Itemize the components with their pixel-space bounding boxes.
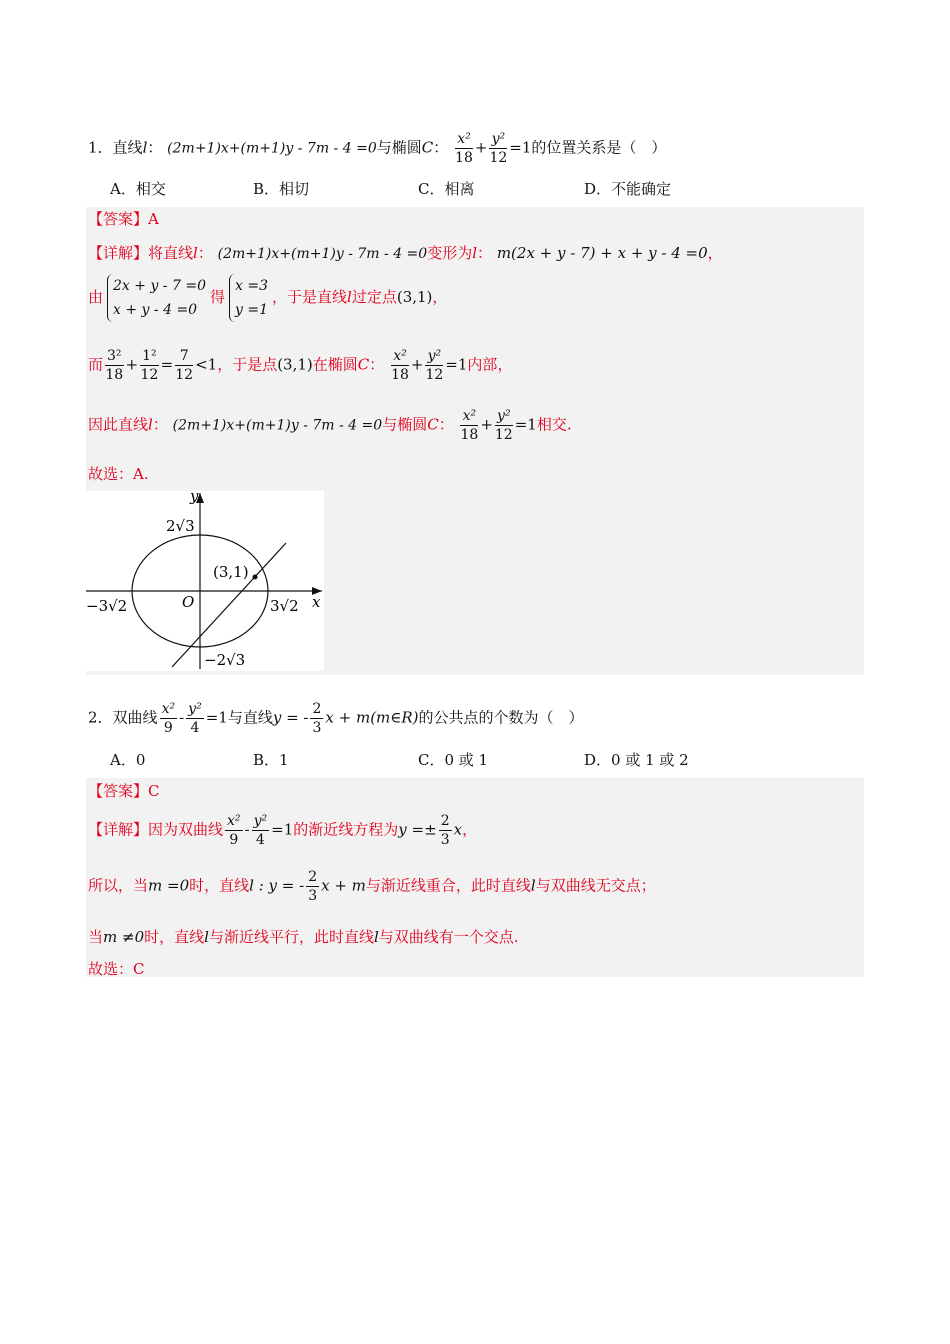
right-label: 3√2 <box>270 597 299 615</box>
c: ， <box>462 820 478 839</box>
den: 18 <box>455 150 473 166</box>
q2-number: 2． <box>88 708 113 727</box>
eq: x =3 <box>235 278 268 294</box>
den: 3 <box>312 720 322 736</box>
q1-frac-y <box>489 130 507 167</box>
q1-option-a: A．相交 <box>110 180 166 198</box>
detail-label: 【详解】 <box>88 820 149 839</box>
num: y² <box>489 130 507 149</box>
c: ， <box>707 244 723 262</box>
q1-number: 1． <box>88 138 113 157</box>
q2-option-a: A．0 <box>110 751 146 769</box>
q1-C: C <box>421 138 434 157</box>
frac <box>105 347 124 384</box>
x: x <box>453 820 463 839</box>
t: 因为双曲线 <box>148 820 224 839</box>
t: 因此直线 <box>88 415 149 434</box>
num: 3² <box>107 348 122 364</box>
ellipse-graph-svg <box>86 491 324 671</box>
top-label: 2√3 <box>166 517 195 535</box>
eq1: =1 <box>509 138 532 157</box>
eq: 2x + y - 7 =0 <box>113 278 206 294</box>
x-label: x <box>312 593 321 611</box>
den: 9 <box>229 832 239 848</box>
q1-colon2: ： <box>433 138 449 157</box>
num: 7 <box>175 347 193 366</box>
num: y² <box>425 347 443 366</box>
num: x² <box>227 813 241 829</box>
c: ， <box>432 288 448 306</box>
num: 2 <box>440 813 450 829</box>
q1-stem <box>88 130 666 167</box>
t: ，于是点 <box>217 355 278 374</box>
plus: + <box>125 355 139 374</box>
eq1: =1 <box>271 820 294 839</box>
m0: m =0 <box>148 876 190 895</box>
q1-detail-2 <box>88 274 447 322</box>
den: 3 <box>440 832 450 848</box>
num: y² <box>495 407 513 426</box>
q1-option-d: D．不能确定 <box>584 180 672 198</box>
den: 18 <box>460 427 479 443</box>
l: l <box>347 288 352 306</box>
q1-choose: 故选：A. <box>88 465 149 483</box>
q1-tail: 的位置关系是（ ） <box>531 138 667 157</box>
t: 的渐近线方程为 <box>293 820 399 839</box>
answer-value: C <box>148 782 160 800</box>
minus: - <box>244 820 250 839</box>
den: 12 <box>489 150 508 166</box>
frac <box>160 700 178 737</box>
t: 当 <box>88 928 104 946</box>
den: 12 <box>494 427 513 443</box>
q1-detail-4 <box>88 407 572 444</box>
q2-option-d: D．0 或 1 或 2 <box>584 751 689 769</box>
ellipse-graph <box>86 491 324 671</box>
t: 得 <box>209 288 225 306</box>
frac <box>460 407 478 444</box>
point-3-1 <box>253 575 258 580</box>
q2-choose: 故选：C <box>88 960 145 978</box>
t: 所以，当 <box>88 876 149 895</box>
t: 变形为 <box>427 244 473 262</box>
den: 4 <box>190 720 200 736</box>
t: 时，直线 <box>189 876 250 895</box>
plus: + <box>410 355 424 374</box>
q1-frac-x <box>455 130 473 167</box>
q1-l: l <box>142 138 148 157</box>
frac <box>252 812 270 849</box>
frac <box>186 700 204 737</box>
q1-detail-1 <box>88 242 723 263</box>
q2-option-b: B．1 <box>253 751 289 769</box>
t: 而 <box>88 355 104 374</box>
frac <box>175 347 193 384</box>
num: x² <box>460 407 478 426</box>
q2-stem <box>88 700 584 737</box>
c: ： <box>152 415 168 434</box>
left-label: −3√2 <box>86 597 128 615</box>
line: y = - <box>272 708 309 727</box>
l: l <box>472 244 478 262</box>
point-label: (3,1) <box>213 563 249 581</box>
t: 与渐近线重合，此时直线 <box>365 876 531 895</box>
den: 18 <box>105 367 124 383</box>
frac <box>306 868 319 905</box>
lcolon: l : y = - <box>249 876 305 895</box>
t: 双曲线 <box>112 708 158 727</box>
t: 与双曲线无交点； <box>535 876 656 895</box>
q1-detail-3: 而 $\frac{\text{3²}}{18}$ + $\frac{\text{1²}}{12}$ = $\frac{7}{12}$ <1，于是点(3,1)在椭圆C： $\frac{\text{x²}}{18}$ + $\frac{\text{y²}}{12}$ =1内部， <box>88 348 513 383</box>
q1-colon: ： <box>147 138 163 157</box>
q2-answer <box>88 780 160 801</box>
q1-mid: 与椭圆 <box>376 138 422 157</box>
solution-brace <box>229 274 268 322</box>
den: 12 <box>425 367 444 383</box>
num: x² <box>391 347 409 366</box>
eq1: =1 <box>445 355 468 374</box>
eq: y =1 <box>235 302 268 318</box>
l: l <box>193 244 198 262</box>
plus: + <box>474 138 488 157</box>
C: C <box>427 415 439 434</box>
t: 与双曲线有一个交点. <box>378 928 519 946</box>
l: l <box>204 928 209 946</box>
transformed-eq: m(2x + y - 7) + x + y - 4 =0 <box>496 244 708 262</box>
xm: x + m <box>321 876 366 895</box>
l: l <box>530 876 536 895</box>
q2-detail-1 <box>88 812 477 849</box>
point: (3,1) <box>396 288 433 306</box>
q1-option-c: C．相离 <box>418 180 475 198</box>
t: 与直线 <box>227 708 273 727</box>
t: 与渐近线平行，此时直线 <box>208 928 374 946</box>
q2-detail-2 <box>88 868 656 905</box>
eq: x + y - 4 =0 <box>113 302 198 318</box>
c: ： <box>197 244 213 262</box>
c: ： <box>369 355 385 374</box>
line-tail: x + m(m∈R) <box>325 708 419 727</box>
answer-label: 【答案】 <box>88 210 149 228</box>
line-eq: (2m+1)x+(m+1)y - 7m - 4 =0 <box>217 246 428 262</box>
l: l <box>148 415 153 434</box>
t: 相交. <box>536 415 572 434</box>
den: 9 <box>163 720 173 736</box>
c: ： <box>438 415 454 434</box>
num: y² <box>253 813 268 829</box>
lt1: <1 <box>195 355 218 374</box>
q2-detail-3 <box>88 926 519 947</box>
detail-label: 【详解】 <box>88 244 149 262</box>
num: 2 <box>312 701 322 717</box>
q2-option-c: C．0 或 1 <box>418 751 489 769</box>
frac <box>495 407 513 444</box>
asym: y =± <box>398 820 437 839</box>
line-eq: (2m+1)x+(m+1)y - 7m - 4 =0 <box>172 417 383 434</box>
q1-answer <box>88 208 159 229</box>
den: 12 <box>140 367 159 383</box>
frac <box>310 700 323 737</box>
c: ， <box>497 355 513 374</box>
den: 4 <box>255 832 265 848</box>
y-label: y <box>190 491 199 505</box>
t: 时，直线 <box>144 928 205 946</box>
frac <box>140 347 159 384</box>
origin-label: O <box>182 593 195 611</box>
den: 3 <box>308 888 318 904</box>
eq1: =1 <box>514 415 537 434</box>
minus: - <box>179 708 185 727</box>
frac <box>391 347 409 384</box>
t: 由 <box>88 288 104 306</box>
frac <box>425 347 443 384</box>
num: x² <box>455 130 473 149</box>
system-brace <box>107 274 206 322</box>
l: l <box>373 928 379 946</box>
den: 12 <box>175 367 194 383</box>
t: 内部 <box>467 355 498 374</box>
den: 18 <box>391 367 409 383</box>
t: 与椭圆 <box>382 415 428 434</box>
q1-line-equation: (2m+1)x+(m+1)y - 7m - 4 =0 <box>167 140 377 157</box>
t: 的公共点的个数为（ ） <box>418 708 584 727</box>
mne0: m ≠0 <box>103 928 145 946</box>
num: y² <box>188 701 202 717</box>
bottom-label: −2√3 <box>204 651 246 669</box>
frac <box>225 812 243 849</box>
answer-value: A <box>148 210 159 228</box>
q1-option-b: B．相切 <box>253 180 310 198</box>
plus: + <box>480 415 493 434</box>
t: 在椭圆 <box>312 355 358 374</box>
num: 1² <box>142 348 157 364</box>
point: (3,1) <box>277 355 313 374</box>
t: ，于是直线 <box>272 288 348 306</box>
t: 将直线 <box>148 244 194 262</box>
c: ： <box>477 244 493 262</box>
answer-label: 【答案】 <box>88 782 149 800</box>
num: x² <box>161 701 176 717</box>
frac <box>439 812 452 849</box>
eq1: =1 <box>205 708 228 727</box>
C: C <box>357 355 370 374</box>
num: 2 <box>308 869 318 885</box>
q1-text: 直线 <box>112 138 143 157</box>
t: 过定点 <box>351 288 397 306</box>
